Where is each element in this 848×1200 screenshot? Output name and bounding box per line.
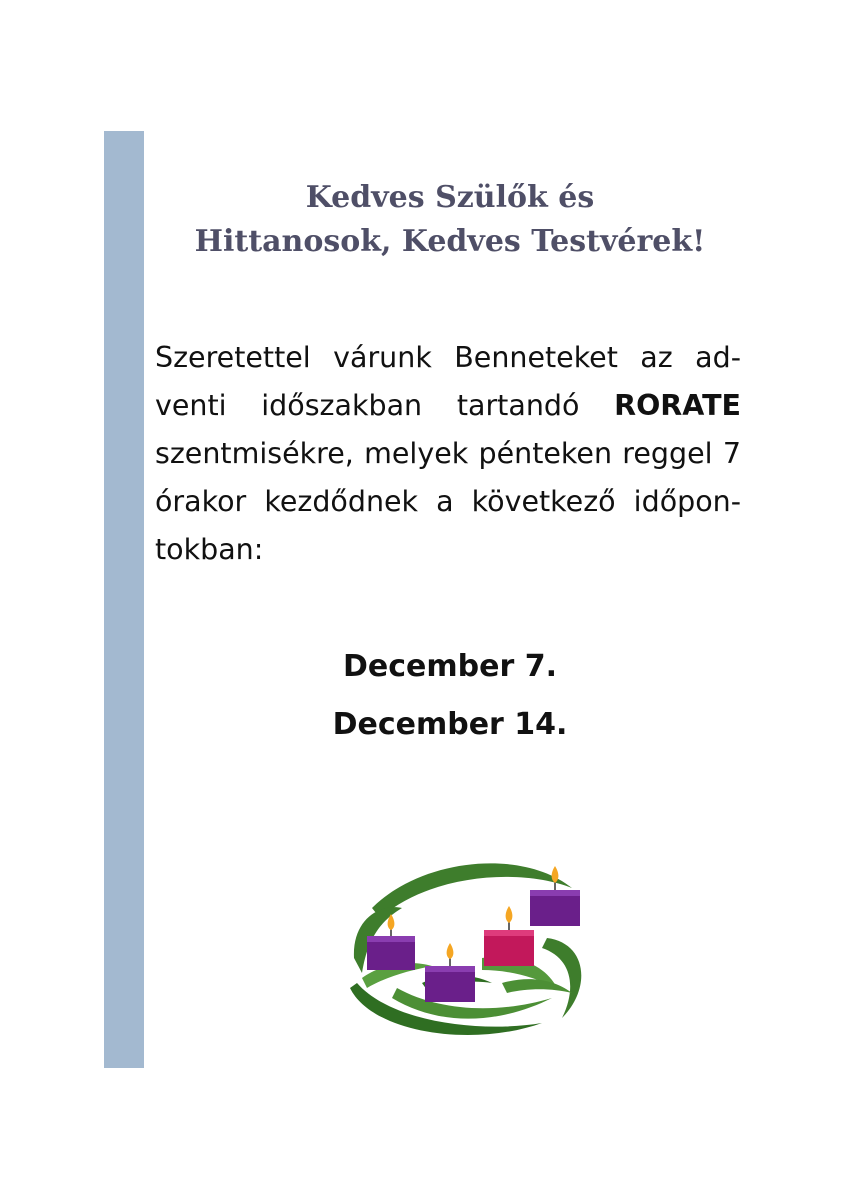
paragraph-line-2-text: venti időszakban tartandó	[155, 389, 580, 422]
rorate-highlight: RORATE	[614, 389, 741, 422]
paragraph-line-3: szentmisékre, melyek pénteken reggel 7	[155, 437, 741, 470]
date-1: December 7.	[343, 649, 557, 684]
side-accent-bar	[104, 131, 144, 1068]
greeting-line-1: Kedves Szülők és	[305, 180, 595, 215]
date-2: December 14.	[332, 707, 568, 742]
candle-pink	[484, 906, 534, 966]
paragraph-line-5: tokban:	[155, 533, 264, 566]
greeting-heading	[150, 176, 750, 264]
paragraph-line-4: órakor kezdődnek a következő időpon-	[155, 485, 741, 518]
advent-wreath-illustration	[332, 848, 592, 1053]
paragraph-line-1: Szeretettel várunk Benneteket az ad-	[155, 341, 741, 374]
candle-purple-center	[425, 943, 475, 1002]
mass-dates	[150, 644, 750, 760]
paragraph-line-2	[155, 382, 741, 430]
greeting-line-2: Hittanosok, Kedves Testvérek!	[194, 224, 706, 259]
invitation-paragraph	[155, 334, 741, 574]
